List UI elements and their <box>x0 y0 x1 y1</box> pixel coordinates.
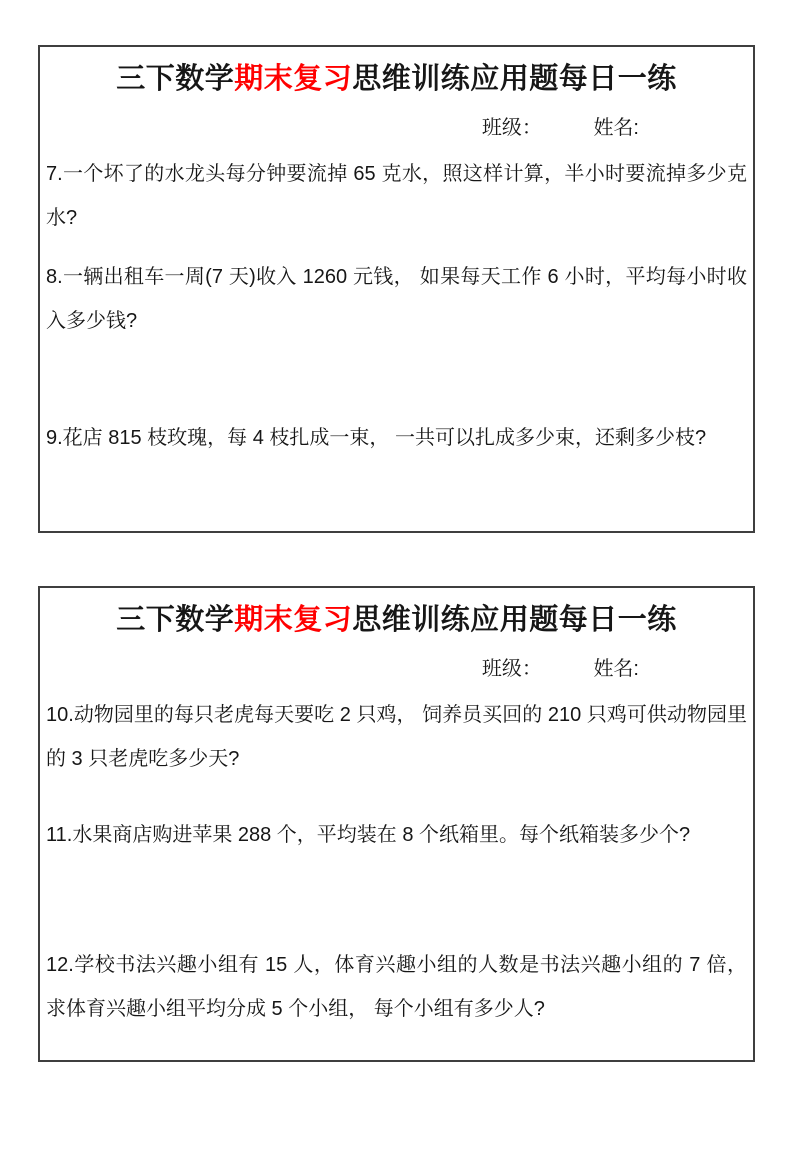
name-label: 姓名: <box>593 117 639 139</box>
problem-12: 12.学校书法兴趣小组有 15 人，体育兴趣小组的人数是书法兴趣小组的 7 倍， 求体育兴趣小组平均分成 5 个小组， 每个小组有多少人? <box>46 954 747 1020</box>
worksheet-section-1 <box>38 45 755 533</box>
problem-7: 7.一个坏了的水龙头每分钟要流掉 65 克水，照这样计算，半小时要流掉多少克水? <box>46 163 747 229</box>
title-prefix: 三下数学 <box>116 604 235 636</box>
title-highlight: 期末复习 <box>234 63 353 95</box>
title-suffix: 思维训练应用题每日一练 <box>352 604 677 636</box>
problem-8: 8.一辆出租车一周(7 天)收入 1260 元钱， 如果每天工作 6 小时，平均每小时收入多少钱? <box>46 266 747 332</box>
problem-list <box>46 152 747 460</box>
name-label: 姓名: <box>593 658 639 680</box>
problem-11: 11.水果商店购进苹果 288 个，平均装在 8 个纸箱里。每个纸箱装多少个? <box>46 824 691 846</box>
class-name-row <box>46 111 747 140</box>
title-suffix: 思维训练应用题每日一练 <box>352 63 677 95</box>
worksheet-title <box>46 597 747 638</box>
class-name-row <box>46 652 747 681</box>
title-prefix: 三下数学 <box>116 63 235 95</box>
problem-9: 9.花店 815 枝玫瑰，每 4 枝扎成一束， 一共可以扎成多少束，还剩多少枝? <box>46 427 707 449</box>
problem-list <box>46 693 747 1031</box>
worksheet-section-2 <box>38 586 755 1062</box>
class-label: 班级： <box>481 117 542 139</box>
problem-10: 10.动物园里的每只老虎每天要吃 2 只鸡， 饲养员买回的 210 只鸡可供动物园里的 3 只老虎吃多少天? <box>46 704 747 770</box>
worksheet-title <box>46 56 747 97</box>
title-highlight: 期末复习 <box>234 604 353 636</box>
class-label: 班级： <box>481 658 542 680</box>
